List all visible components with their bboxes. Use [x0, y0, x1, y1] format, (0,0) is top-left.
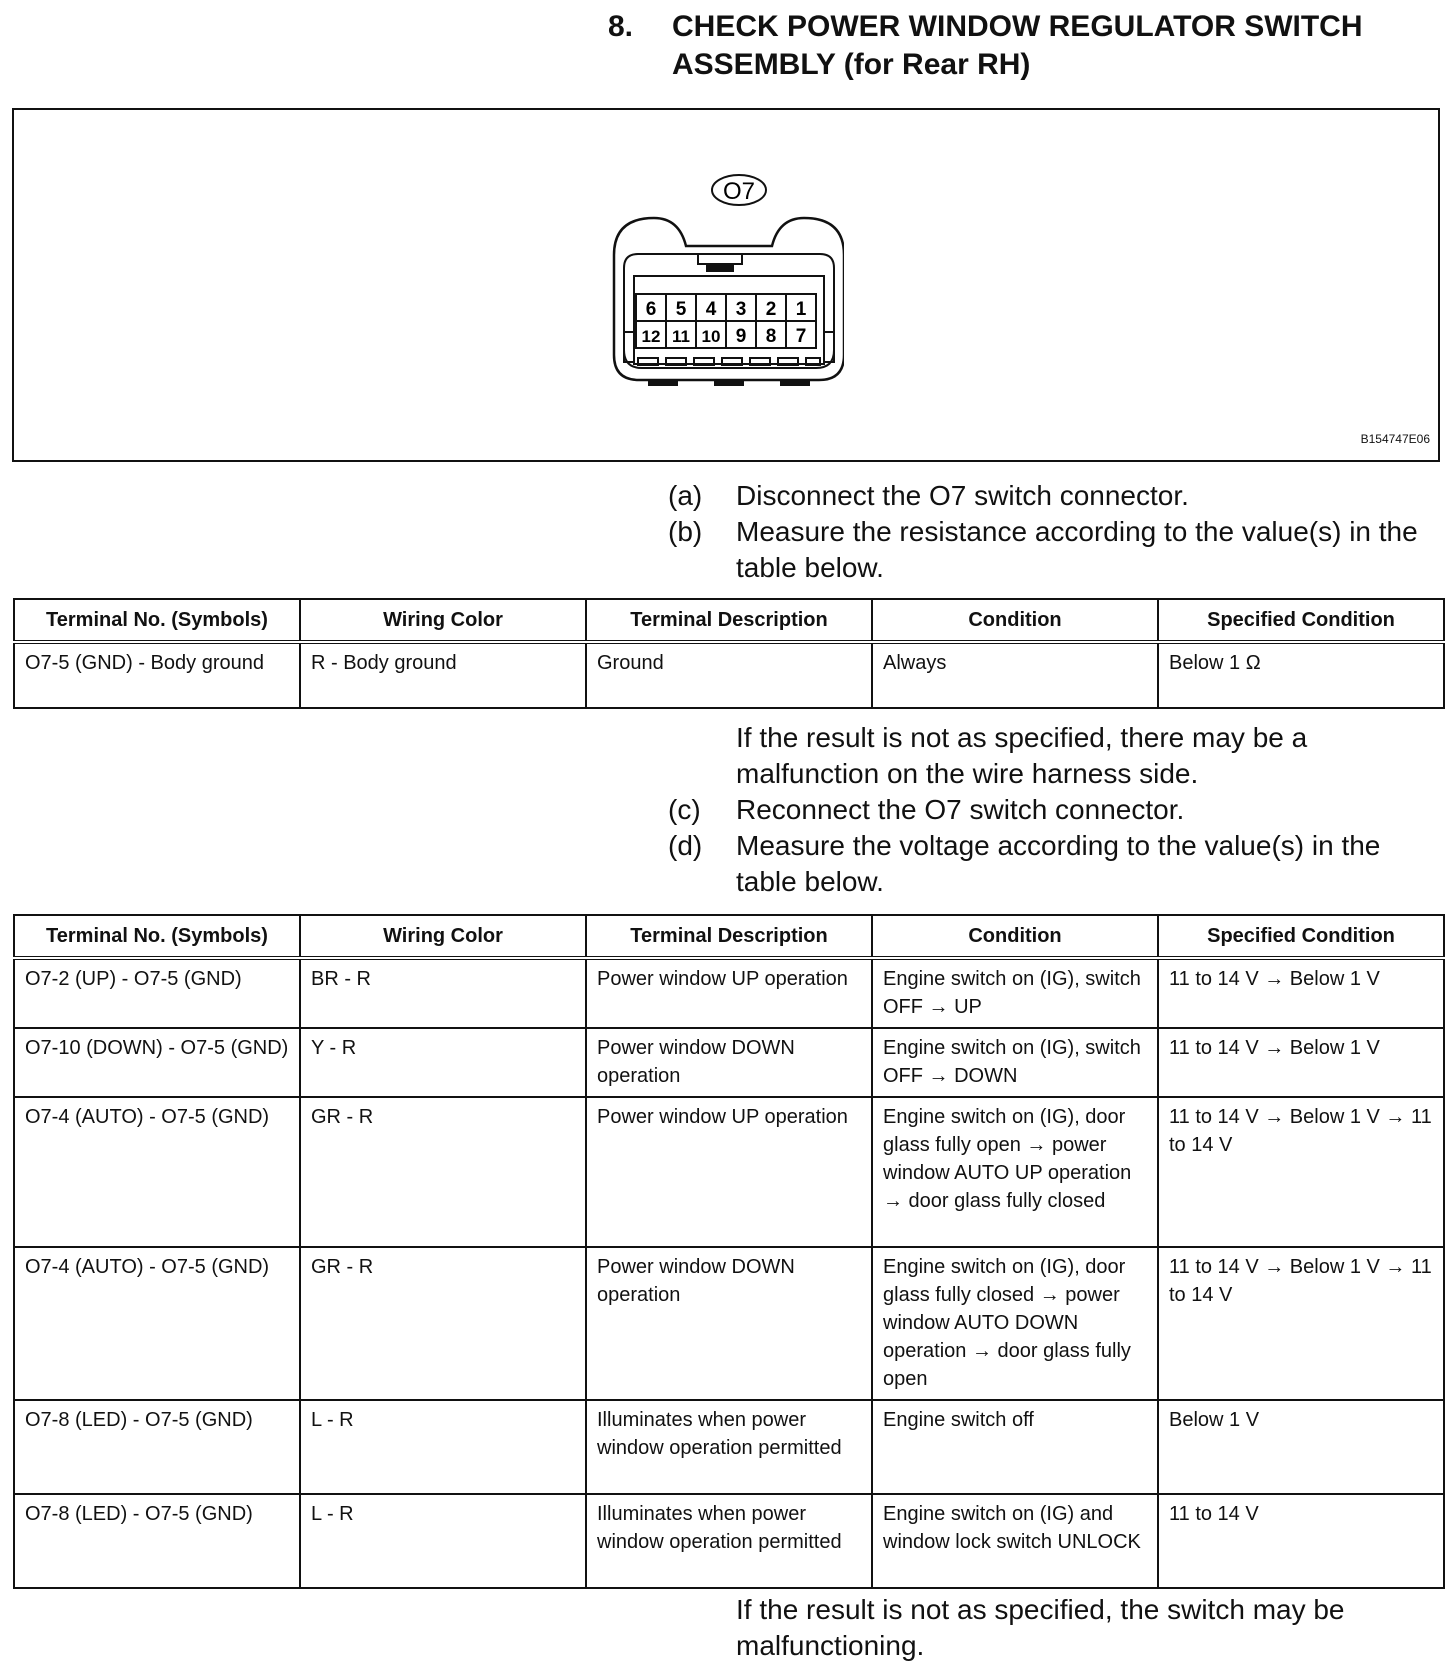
- table-cell: L - R: [300, 1400, 586, 1494]
- table-cell: Engine switch off: [872, 1400, 1158, 1494]
- pin-label: 2: [765, 299, 777, 320]
- table-cell: O7-2 (UP) - O7-5 (GND): [14, 958, 300, 1028]
- column-header: Condition: [872, 915, 1158, 958]
- pin-label: 12: [641, 327, 661, 346]
- table-cell: Engine switch on (IG), door glass fully open → power window AUTO UP operation → door glass fully closed: [872, 1097, 1158, 1247]
- table-header-row: [14, 599, 1444, 642]
- table-cell: O7-5 (GND) - Body ground: [14, 642, 300, 708]
- table-cell: Engine switch on (IG), door glass fully closed → power window AUTO DOWN operation → door glass fully open: [872, 1247, 1158, 1400]
- step-label: (d): [668, 830, 703, 861]
- column-header: Terminal Description: [586, 599, 872, 642]
- table-cell: O7-8 (LED) - O7-5 (GND): [14, 1494, 300, 1588]
- table-row: [14, 1494, 1444, 1588]
- step-item: [668, 828, 1448, 900]
- column-header: Terminal Description: [586, 915, 872, 958]
- table-cell: Ground: [586, 642, 872, 708]
- pin-label: 3: [735, 299, 747, 320]
- pin-label: 1: [795, 299, 807, 320]
- table-cell: Power window UP operation: [586, 1097, 872, 1247]
- step-text: Disconnect the O7 switch connector.: [736, 480, 1189, 511]
- step-item: [668, 514, 1448, 586]
- table-cell: O7-8 (LED) - O7-5 (GND): [14, 1400, 300, 1494]
- table-cell: 11 to 14 V: [1158, 1494, 1444, 1588]
- pin-label: 7: [795, 326, 807, 347]
- table-cell: Always: [872, 642, 1158, 708]
- table-cell: Y - R: [300, 1028, 586, 1097]
- note-switch: If the result is not as specified, the switch may be malfunctioning.: [736, 1594, 1345, 1661]
- column-header: Wiring Color: [300, 599, 586, 642]
- column-header: Wiring Color: [300, 915, 586, 958]
- figure-id: B154747E06: [1360, 432, 1430, 446]
- resistance-table: [13, 598, 1445, 709]
- step-item: [668, 792, 1448, 828]
- column-header: Condition: [872, 599, 1158, 642]
- table-cell: Illuminates when power window operation permitted: [586, 1494, 872, 1588]
- table-row: [14, 1097, 1444, 1247]
- table-cell: O7-4 (AUTO) - O7-5 (GND): [14, 1097, 300, 1247]
- voltage-table: [13, 914, 1445, 1589]
- table-header-row: [14, 915, 1444, 958]
- connector-figure: [12, 108, 1440, 462]
- step-text: Measure the resistance according to the value(s) in the table below.: [736, 516, 1418, 583]
- table-cell: Engine switch on (IG), switch OFF → DOWN: [872, 1028, 1158, 1097]
- step-label: (c): [668, 794, 701, 825]
- table-row: [14, 1247, 1444, 1400]
- step-text: Reconnect the O7 switch connector.: [736, 794, 1185, 825]
- connector-diagram: [604, 160, 844, 440]
- table-cell: GR - R: [300, 1097, 586, 1247]
- table-cell: BR - R: [300, 958, 586, 1028]
- table-cell: Engine switch on (IG), switch OFF → UP: [872, 958, 1158, 1028]
- table-cell: L - R: [300, 1494, 586, 1588]
- connector-feet: [648, 380, 810, 386]
- column-header: Specified Condition: [1158, 915, 1444, 958]
- pin-label: 10: [701, 327, 721, 346]
- table-cell: 11 to 14 V → Below 1 V: [1158, 1028, 1444, 1097]
- connector-top-tab: [698, 254, 742, 264]
- connector-key: [706, 264, 734, 272]
- pin-grid: [636, 294, 816, 348]
- table-cell: Power window DOWN operation: [586, 1247, 872, 1400]
- column-header: Specified Condition: [1158, 599, 1444, 642]
- section-number: 8.: [608, 10, 634, 43]
- table-cell: 11 to 14 V → Below 1 V → 11 to 14 V: [1158, 1247, 1444, 1400]
- pin-label: 9: [735, 326, 747, 347]
- table-cell: R - Body ground: [300, 642, 586, 708]
- step-item: [668, 478, 1448, 514]
- note-harness: If the result is not as specified, there may be a malfunction on the wire harness side.: [736, 722, 1308, 789]
- table-cell: 11 to 14 V → Below 1 V: [1158, 958, 1444, 1028]
- pin-label: 5: [675, 299, 687, 320]
- step-label: (b): [668, 516, 703, 547]
- pin-label: 4: [705, 299, 717, 320]
- column-header: Terminal No. (Symbols): [14, 599, 300, 642]
- column-header: Terminal No. (Symbols): [14, 915, 300, 958]
- table-cell: O7-10 (DOWN) - O7-5 (GND): [14, 1028, 300, 1097]
- connector-label: O7: [722, 178, 756, 205]
- pin-label: 11: [672, 327, 690, 346]
- table-cell: Engine switch on (IG) and window lock switch UNLOCK: [872, 1494, 1158, 1588]
- section-title: CHECK POWER WINDOW REGULATOR SWITCH ASSEMBLY (for Rear RH): [672, 10, 1363, 81]
- step-text: Measure the voltage according to the value(s) in the table below.: [736, 830, 1381, 897]
- table-cell: Illuminates when power window operation permitted: [586, 1400, 872, 1494]
- table-row: [14, 1400, 1444, 1494]
- table-cell: Power window DOWN operation: [586, 1028, 872, 1097]
- table-row: [14, 642, 1444, 708]
- steps-list-1: [668, 478, 1448, 586]
- table-cell: Below 1 V: [1158, 1400, 1444, 1494]
- table-cell: 11 to 14 V → Below 1 V → 11 to 14 V: [1158, 1097, 1444, 1247]
- table-cell: Power window UP operation: [586, 958, 872, 1028]
- steps-list-2: [668, 792, 1448, 900]
- step-label: (a): [668, 480, 703, 511]
- table-cell: O7-4 (AUTO) - O7-5 (GND): [14, 1247, 300, 1400]
- table-cell: GR - R: [300, 1247, 586, 1400]
- pin-label: 6: [645, 299, 657, 320]
- table-row: [14, 1028, 1444, 1097]
- table-row: [14, 958, 1444, 1028]
- table-cell: Below 1 Ω: [1158, 642, 1444, 708]
- pin-label: 8: [765, 326, 777, 347]
